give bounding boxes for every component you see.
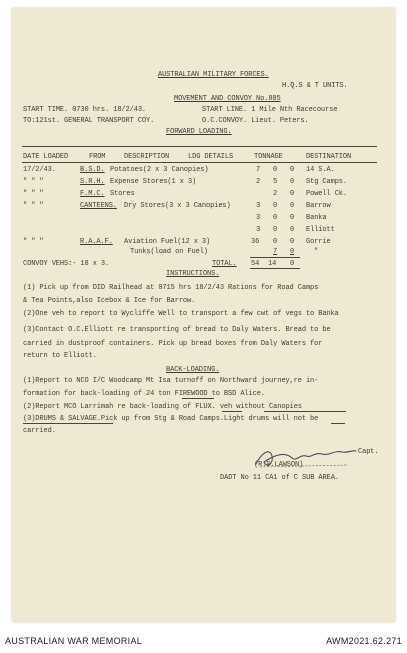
firewood-underline [182,398,214,399]
row-cwt: 0 [273,166,278,174]
row-qrs: 0 [290,238,295,246]
row-qrs: 0 [290,248,295,256]
total-underline [250,268,300,269]
back-loading-line: (1)Report to NCO I/C Woodcamp Mt Isa turnoff on Northward journey,re in- [23,377,319,385]
total-tons: 54 [251,260,260,268]
row-qrs: 0 [290,214,295,222]
row-date: 17/2/43. [23,166,56,174]
back-loading-line: carried. [23,427,56,435]
row-qrs: 0 [290,178,295,186]
row-destination: Elliott [306,226,335,234]
instruction-line: (1) Pick up from DID Railhead at 0715 hrs 18/2/43 Rations for Road Camps [23,284,319,292]
not-underline [331,423,345,424]
row-tons: 3 [256,214,261,222]
row-description: Tunks(load on Fuel) [130,248,208,256]
oc-convoy: O.C.CONVOY. Lieut. Peters. [202,117,309,125]
row-qrs: 0 [290,226,295,234]
instruction-line: return to Elliott. [23,352,97,360]
drums-underline [23,423,113,424]
row-destination: Gorrie [306,238,331,246]
row-from: B.S.D. [80,166,105,174]
back-loading-line: (3)DRUMS & SALVAGE.Pick up from Stg & Road Camps.Light drums will not be [23,415,319,423]
unit-name: H.Q.S & T UNITS. [282,82,348,90]
instruction-line: carried in dustproof containers. Pick up bread boxes from Daly Waters for [23,340,323,348]
section-heading: FORWARD LOADING. [166,128,232,136]
row-from: CANTEENS. [80,202,117,210]
row-tons: 2 [256,178,261,186]
row-destination: Barrow [306,202,331,210]
row-cwt: 5 [273,178,278,186]
row-from: S.R.H. [80,178,105,186]
start-line: START LINE. 1 Mile Nth Racecourse [202,106,338,114]
row-destination: Powell Ck. [306,190,348,198]
catalogue-number: AWM2021.62.271 [326,636,402,646]
table-header-rule [22,162,377,163]
flux-underline [222,411,242,412]
document-title: AUSTRALIAN MILITARY FORCES. [158,71,269,79]
row-destination: 14 S.A. [306,166,335,174]
footer-bar [0,630,407,653]
row-destination: Stg Camps. [306,178,348,186]
signatory-name: (R.S.LAWSON) [254,461,304,469]
row-date: " " " [23,202,44,210]
instruction-line: & Tea Points,also Icebox & Ice for Barrow. [23,297,196,305]
table-top-rule [22,146,377,147]
convoy-vehicles: CONVOY VEHS:- 18 x 3. [23,260,110,268]
row-date: " " " [23,238,44,246]
row-tons: 7 [256,166,261,174]
total-label: TOTAL. [212,260,237,268]
col-header-tonnage: TONNAGE [254,153,283,161]
row-description: Expense Stores(1 x 3) [110,178,197,186]
row-cwt: 0 [273,202,278,210]
back-loading-line: (2)Report MCO Larrimah re back-loading of FLUX. veh without Canopies [23,403,302,411]
row-qrs: 0 [290,166,295,174]
row-cwt: 0 [273,226,278,234]
row-cwt: 2 [273,190,278,198]
back-loading-line: formation for back-loading of 24 ton FIREWOOD to BSD Alice. [23,390,265,398]
back-loading-heading: BACK-LOADING. [166,366,220,374]
row-description: Potatoes(2 x 3 Canopies) [110,166,209,174]
row-cwt: 7 [273,248,278,256]
total-rule [250,257,300,258]
row-description: Aviation Fuel(12 x 3) [124,238,211,246]
row-cwt: 0 [273,238,278,246]
canopies-underline [264,411,346,412]
row-tons: 36 [251,238,260,246]
row-from: R.A.A.F. [80,238,113,246]
row-description: Dry Stores(3 x 3 Canopies) [124,202,231,210]
total-qrs: 0 [290,260,295,268]
col-header-ldg-details: LDG DETAILS [188,153,234,161]
row-qrs: 0 [290,190,295,198]
convoy-number: MOVEMENT AND CONVOY No.885 [174,95,281,103]
col-header-date: DATE LOADED [23,153,69,161]
row-tons: 3 [256,202,261,210]
row-date: " " " [23,178,44,186]
destination-unit: TO:121st. GENERAL TRANSPORT COY. [23,117,155,125]
col-header-description: DESCRIPTION [124,153,170,161]
instruction-line: (2)One veh to report to Wycliffe Well to transport a few cwt of vegs to Banka [23,310,339,318]
row-date: " " " [23,190,44,198]
signatory-role: DADT No 11 CA1 of C SUB AREA. [220,474,339,482]
row-cwt: 0 [273,214,278,222]
row-destination: Banka [306,214,327,222]
row-description: Stores [110,190,135,198]
col-header-from: FROM [89,153,106,161]
total-cwt: 14 [268,260,277,268]
row-tons: 3 [256,226,261,234]
row-qrs: 0 [290,202,295,210]
col-header-destination: DESTINATION [306,153,352,161]
instruction-line: (3)Contact O.C.Elliott re transporting of bread to Daly Waters. Bread to be [23,326,331,334]
row-destination: " [314,248,319,256]
instructions-heading: INSTRUCTIONS. [166,270,220,278]
archive-credit: AUSTRALIAN WAR MEMORIAL [5,636,143,646]
row-from: F.M.C. [80,190,105,198]
start-time: START TIME. 0730 hrs. 18/2/43. [23,106,147,114]
signature-rank: Capt. [358,448,379,456]
